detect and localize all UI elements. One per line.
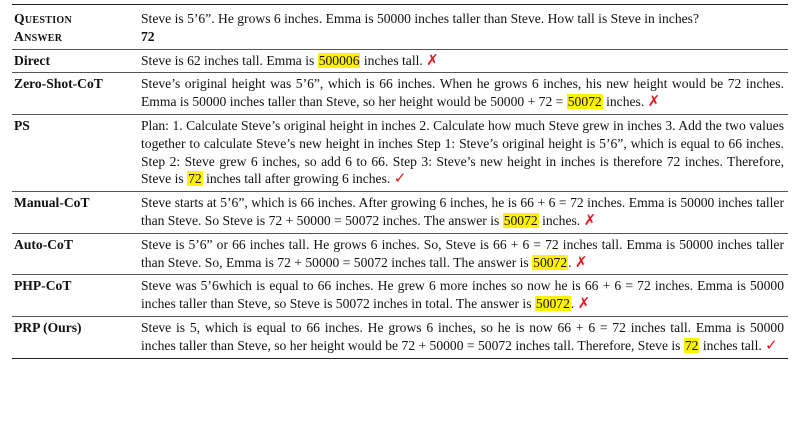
- header-labels: [12, 10, 141, 46]
- cross-mark-icon: ✗: [583, 210, 597, 229]
- answer-text: 72: [141, 28, 155, 44]
- output-text: Steve is 5, which is equal to 66 inches. He grows 6 inches, so he is now 66 + 6 = 72 inches tall. Emma is 50000 inches taller than Steve, so her height would be 72 + 50000 = 50072 inches tall. Therefore, Steve is: [141, 319, 784, 353]
- output-text-tail: inches tall.: [360, 52, 427, 68]
- highlighted-answer: 50072: [535, 296, 570, 312]
- method-output: [141, 75, 788, 111]
- output-text-tail: inches tall.: [699, 337, 766, 353]
- header-row: [12, 5, 788, 49]
- output-text-tail: inches.: [538, 212, 584, 228]
- cross-mark-icon: ✗: [426, 50, 439, 69]
- method-output: [141, 236, 788, 272]
- output-text-tail: .: [568, 254, 575, 270]
- cross-mark-icon: ✗: [647, 92, 661, 111]
- highlighted-answer: 500006: [318, 52, 360, 68]
- method-row-zero-shot-cot: [12, 72, 788, 114]
- header-content: [141, 10, 788, 46]
- method-row-ps: [12, 114, 788, 191]
- output-text: Steve was 5’6which is equal to 66 inches. He grew 6 more inches so now he is 66 + 6 = 72 inches. Emma is 50000 inches taller than Steve, so Steve is 50072 inches in total. The answer is: [141, 278, 784, 312]
- highlighted-answer: 50072: [503, 212, 538, 228]
- output-text: Steve is 62 inches tall. Emma is: [141, 52, 318, 68]
- method-row-direct: [12, 49, 788, 73]
- method-row-php-cot: [12, 274, 788, 316]
- method-output: [141, 117, 788, 188]
- method-label: PS: [14, 117, 30, 133]
- highlighted-answer: 72: [684, 337, 699, 353]
- method-label: PHP-CoT: [14, 278, 72, 294]
- method-output: [141, 52, 788, 70]
- method-label: Auto-CoT: [14, 236, 73, 252]
- cross-mark-icon: ✗: [577, 294, 591, 313]
- comparison-table: [12, 4, 788, 359]
- method-row-prp-ours: [12, 316, 788, 358]
- answer-label: Answer: [14, 28, 63, 44]
- highlighted-answer: 50072: [533, 254, 568, 270]
- method-label: PRP (Ours): [14, 319, 82, 335]
- output-text-tail: inches.: [602, 94, 648, 110]
- highlighted-answer: 72: [188, 171, 202, 187]
- method-output: [141, 194, 788, 230]
- method-output: [141, 319, 788, 355]
- highlighted-answer: 50072: [567, 94, 602, 110]
- method-label: Manual-CoT: [14, 195, 90, 211]
- check-mark-icon: ✓: [393, 169, 407, 188]
- output-text: Plan: 1. Calculate Steve’s original height in inches 2. Calculate how much Steve grew in inches 3. Add the two values together to calculate Steve’s new height in inches Step 1: Steve’s original height is 5’6”, which is equal to 66 inches. Step 2: Steve grew 6 inches, so add 6 to 66. Step 3: Steve’s new height in inches is therefore 72 inches. Therefore, Steve is: [141, 117, 784, 187]
- method-row-auto-cot: [12, 233, 788, 275]
- cross-mark-icon: ✗: [574, 252, 588, 271]
- method-label: Zero-Shot-CoT: [14, 76, 103, 92]
- method-row-manual-cot: [12, 191, 788, 233]
- output-text: Steve is 5’6” or 66 inches tall. He grows 6 inches. So, Steve is 66 + 6 = 72 inches tall. Emma is 50000 inches taller than Steve. So, Emma is 72 + 50000 = 50072 inches tall. The answer is: [141, 236, 784, 270]
- output-text: Steve’s original height was 5’6”, which is 66 inches. When he grows 6 inches, his new height would be 72 inches. Emma is 50000 inches taller than Steve, so her height would be 50000 + 72 =: [141, 76, 784, 110]
- method-label: Direct: [14, 52, 50, 68]
- method-output: [141, 277, 788, 313]
- output-text-tail: inches tall after growing 6 inches.: [202, 171, 394, 187]
- question-label: Question: [14, 11, 72, 26]
- output-text: Steve starts at 5’6”, which is 66 inches. After growing 6 inches, he is 66 + 6 = 72 inches. Emma is 50000 inches taller than Steve. So Steve is 72 + 50000 = 50072 inches. The answer is: [141, 195, 784, 228]
- question-text: Steve is 5’6”. He grows 6 inches. Emma is 50000 inches taller than Steve. How tall is Steve in inches?: [141, 11, 699, 26]
- check-mark-icon: ✓: [765, 335, 778, 354]
- output-text-tail: .: [570, 296, 578, 312]
